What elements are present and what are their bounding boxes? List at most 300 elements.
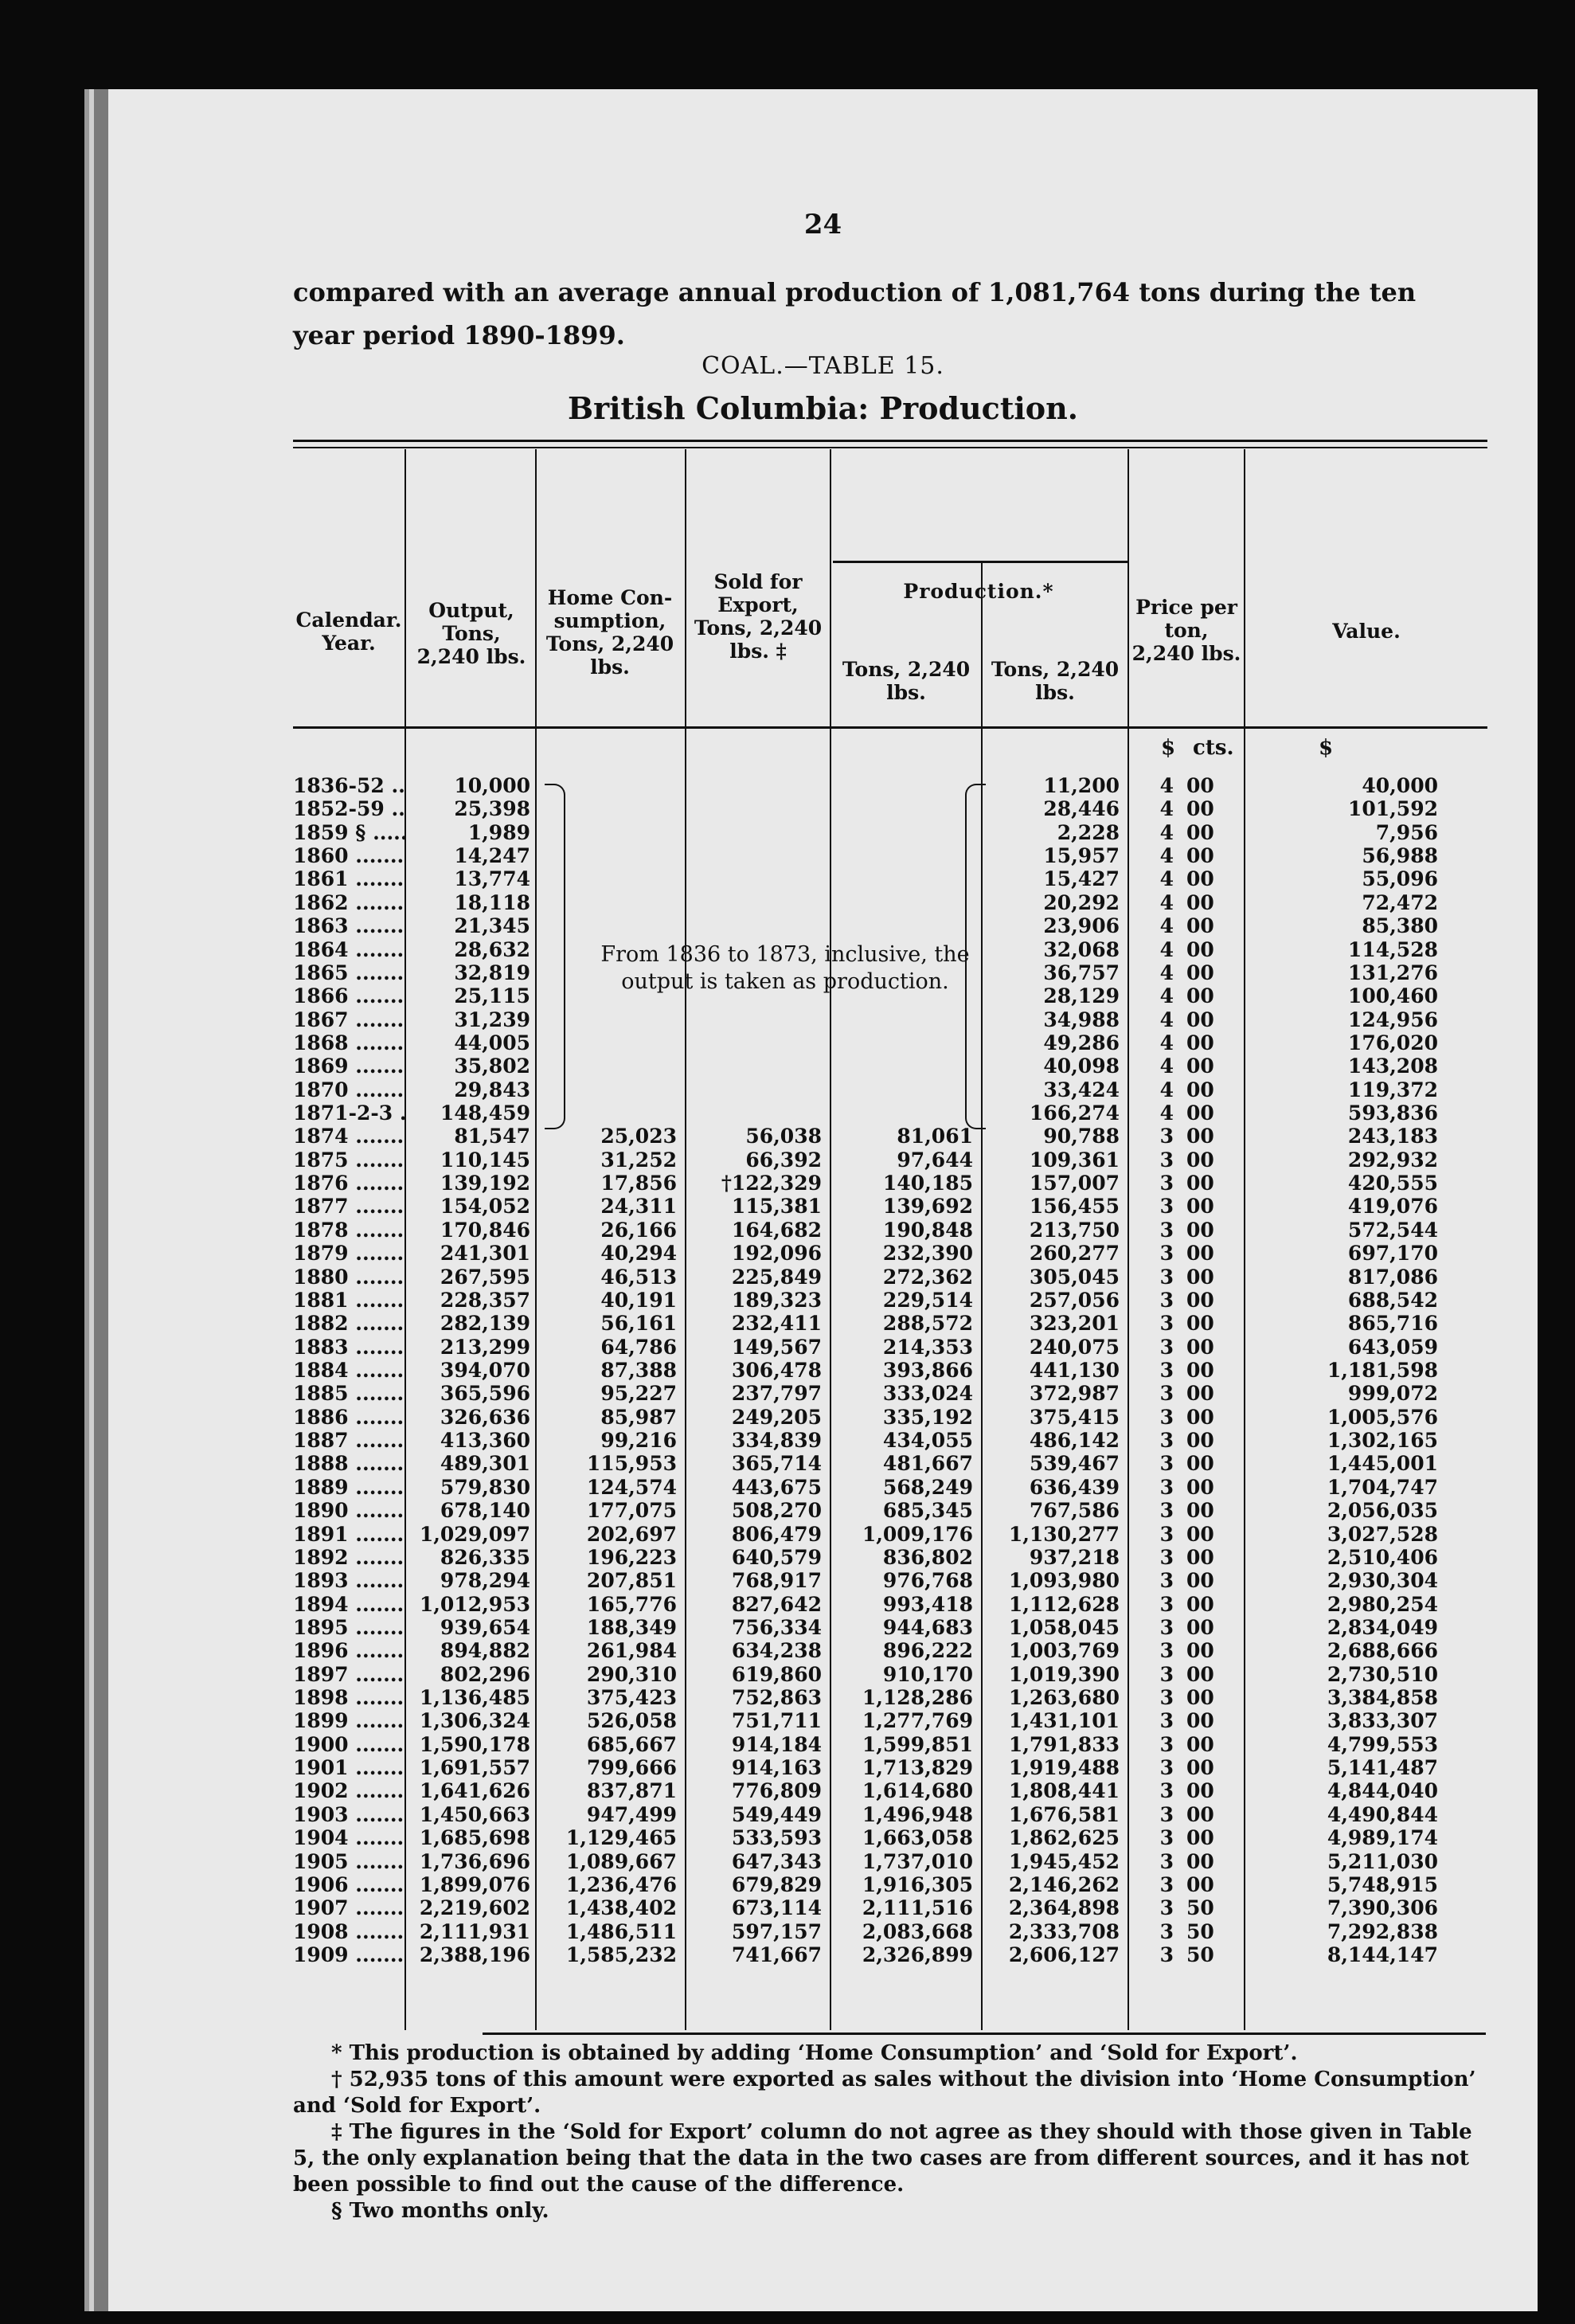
cell-year: 1860 ..... bbox=[293, 844, 404, 867]
cell-output: 2,111,931 bbox=[419, 1919, 530, 1943]
cell-output: 1,691,557 bbox=[419, 1756, 530, 1780]
cell-export: 806,479 bbox=[731, 1522, 822, 1546]
cell-export bbox=[691, 984, 822, 1007]
cell-export: 164,682 bbox=[731, 1218, 822, 1242]
cell-prod-a: 1,737,010 bbox=[862, 1849, 973, 1873]
cell-dollars: 4 bbox=[1159, 914, 1174, 938]
cell-cents: 00 bbox=[1186, 1288, 1214, 1312]
cell-output: 213,299 bbox=[440, 1335, 530, 1359]
cell-year: 1869 ..... bbox=[293, 1054, 404, 1078]
cell-home bbox=[541, 774, 677, 797]
cell-cents: 00 bbox=[1186, 1218, 1214, 1242]
cell-prod-b: 372,987 bbox=[1029, 1382, 1120, 1406]
cell-year: 1879 ..... bbox=[293, 1242, 404, 1265]
cell-export: 533,593 bbox=[731, 1826, 822, 1850]
cell-year: 1905 ..... bbox=[293, 1850, 404, 1873]
cell-year: 1903 ..... bbox=[293, 1803, 404, 1826]
cell-cents: 00 bbox=[1186, 1429, 1214, 1453]
cell-export: 756,334 bbox=[731, 1615, 822, 1639]
cell-output: 228,357 bbox=[440, 1288, 530, 1312]
cell-value: 55,096 bbox=[1362, 867, 1438, 891]
cell-output: 110,145 bbox=[440, 1148, 530, 1172]
cell-year: 1864 ..... bbox=[293, 938, 404, 961]
cell-home: 46,513 bbox=[600, 1265, 677, 1289]
cell-year: 1889 ..... bbox=[293, 1476, 404, 1499]
cell-prod-b: 1,791,833 bbox=[1008, 1732, 1120, 1756]
cell-prod-a: 568,249 bbox=[882, 1475, 973, 1499]
cell-prod-b: 28,446 bbox=[1043, 797, 1120, 821]
cell-prod-b: 2,228 bbox=[1057, 820, 1120, 844]
column-home-consumption bbox=[541, 774, 677, 1966]
cell-export: 619,860 bbox=[731, 1662, 822, 1686]
cell-prod-a: 896,222 bbox=[882, 1639, 973, 1663]
cell-year: 1861 ..... bbox=[293, 867, 404, 890]
cell-output: 267,595 bbox=[440, 1265, 530, 1289]
cell-home: 115,953 bbox=[586, 1452, 677, 1476]
cell-export: 56,038 bbox=[745, 1125, 822, 1148]
cell-year: 1852-59 ..... bbox=[293, 797, 404, 820]
table-label: COAL.—TABLE 15. bbox=[702, 352, 944, 380]
cell-cents: 00 bbox=[1186, 1592, 1214, 1616]
cell-value: 2,980,254 bbox=[1327, 1592, 1438, 1616]
cell-prod-b: 109,361 bbox=[1029, 1148, 1120, 1172]
cell-home: 26,166 bbox=[600, 1218, 677, 1242]
cell-value: 999,072 bbox=[1347, 1382, 1438, 1406]
cell-export: 679,829 bbox=[731, 1872, 822, 1896]
cell-dollars: 3 bbox=[1159, 1872, 1174, 1896]
cell-export: 225,849 bbox=[731, 1265, 822, 1289]
cell-prod-a: 481,667 bbox=[882, 1452, 973, 1476]
cell-year: 1866 ..... bbox=[293, 984, 404, 1007]
cell-home bbox=[541, 1078, 677, 1101]
cell-prod-a bbox=[836, 867, 973, 890]
cell-home: 207,851 bbox=[586, 1569, 677, 1593]
cell-cents: 00 bbox=[1186, 1148, 1214, 1172]
cell-export: 751,711 bbox=[731, 1709, 822, 1733]
cell-value: 1,445,001 bbox=[1327, 1452, 1438, 1476]
cell-output: 394,070 bbox=[440, 1358, 530, 1382]
cell-prod-a: 333,024 bbox=[882, 1382, 973, 1406]
cell-output: 148,459 bbox=[440, 1101, 530, 1125]
cell-cents: 00 bbox=[1186, 1826, 1214, 1850]
cell-output: 678,140 bbox=[440, 1499, 530, 1523]
cell-dollars: 4 bbox=[1159, 1101, 1174, 1125]
cell-home: 87,388 bbox=[600, 1358, 677, 1382]
cell-value: 7,292,838 bbox=[1327, 1919, 1438, 1943]
cell-year: 1906 ..... bbox=[293, 1873, 404, 1896]
cell-cents: 00 bbox=[1186, 867, 1214, 891]
cell-export: 647,343 bbox=[731, 1849, 822, 1873]
cell-dollars: 3 bbox=[1159, 1732, 1174, 1756]
cell-value: 2,834,049 bbox=[1327, 1615, 1438, 1639]
cell-year: 1871-2-3 ..... bbox=[293, 1101, 404, 1125]
footnote-rule bbox=[483, 2033, 1486, 2035]
cell-dollars: 4 bbox=[1159, 961, 1174, 984]
cell-output: 139,192 bbox=[440, 1172, 530, 1195]
cell-output: 1,029,097 bbox=[419, 1522, 530, 1546]
cell-home: 196,223 bbox=[586, 1545, 677, 1569]
cell-cents: 00 bbox=[1186, 774, 1214, 797]
cell-value: 4,844,040 bbox=[1327, 1779, 1438, 1803]
cell-year: 1836-52 ..... bbox=[293, 774, 404, 797]
header-output: Output, Tons, 2,240 lbs. bbox=[416, 599, 526, 668]
cell-home bbox=[541, 984, 677, 1007]
header-production: Production.* bbox=[903, 580, 1054, 603]
column-divider bbox=[535, 449, 537, 2030]
cell-output: 894,882 bbox=[440, 1639, 530, 1663]
cell-dollars: 4 bbox=[1159, 937, 1174, 961]
cell-cents: 00 bbox=[1186, 1335, 1214, 1359]
cell-prod-a: 288,572 bbox=[882, 1312, 973, 1336]
cell-cents: 00 bbox=[1186, 844, 1214, 868]
cell-export: 443,675 bbox=[731, 1475, 822, 1499]
cell-cents: 00 bbox=[1186, 984, 1214, 1008]
cell-cents: 00 bbox=[1186, 1382, 1214, 1406]
cell-year: 1899 ..... bbox=[293, 1709, 404, 1732]
cell-prod-b: 34,988 bbox=[1043, 1007, 1120, 1031]
cell-cents: 00 bbox=[1186, 1849, 1214, 1873]
cell-prod-b: 1,058,045 bbox=[1008, 1615, 1120, 1639]
header-bottom-rule bbox=[293, 726, 1487, 729]
cell-cents: 00 bbox=[1186, 1662, 1214, 1686]
cell-dollars: 3 bbox=[1159, 1242, 1174, 1266]
cell-output: 35,802 bbox=[454, 1054, 530, 1078]
cell-dollars: 3 bbox=[1159, 1148, 1174, 1172]
cell-dollars: 3 bbox=[1159, 1405, 1174, 1429]
cell-export: 232,411 bbox=[731, 1312, 822, 1336]
intro-text: compared with an average annual production of 1,081,764 tons during the ten year period 1890-1899. bbox=[293, 277, 1417, 350]
cell-export bbox=[691, 797, 822, 820]
cell-year: 1892 ..... bbox=[293, 1546, 404, 1569]
table-top-rule bbox=[293, 440, 1487, 448]
cell-cents: 00 bbox=[1186, 1686, 1214, 1710]
cell-value: 2,730,510 bbox=[1327, 1662, 1438, 1686]
cell-dollars: 3 bbox=[1159, 1826, 1174, 1850]
cell-prod-b: 28,129 bbox=[1043, 984, 1120, 1008]
cell-export: 334,839 bbox=[731, 1429, 822, 1453]
cell-output: 13,774 bbox=[454, 867, 530, 891]
cell-cents: 00 bbox=[1186, 1452, 1214, 1476]
cell-prod-a bbox=[836, 821, 973, 844]
cell-dollars: 4 bbox=[1159, 774, 1174, 797]
cell-export bbox=[691, 1054, 822, 1078]
cell-year: 1886 ..... bbox=[293, 1406, 404, 1429]
cell-prod-a: 139,692 bbox=[882, 1195, 973, 1219]
cell-export: 237,797 bbox=[731, 1382, 822, 1406]
cell-prod-b: 2,364,898 bbox=[1008, 1896, 1120, 1920]
cell-prod-a: 97,644 bbox=[897, 1148, 973, 1172]
cell-output: 826,335 bbox=[440, 1545, 530, 1569]
cell-prod-a: 910,170 bbox=[882, 1662, 973, 1686]
cell-prod-b: 1,431,101 bbox=[1008, 1709, 1120, 1733]
cell-year: 1862 ..... bbox=[293, 891, 404, 914]
cell-prod-a: 434,055 bbox=[882, 1429, 973, 1453]
cell-output: 44,005 bbox=[454, 1031, 530, 1054]
cell-export: 66,392 bbox=[745, 1148, 822, 1172]
cell-cents: 00 bbox=[1186, 1709, 1214, 1733]
dollar-unit-label: $ bbox=[1161, 736, 1176, 760]
cell-export: 752,863 bbox=[731, 1686, 822, 1710]
cell-export: 597,157 bbox=[731, 1919, 822, 1943]
cell-value: 4,490,844 bbox=[1327, 1802, 1438, 1826]
table-title: British Columbia: Production. bbox=[567, 390, 1079, 426]
bracket-note: From 1836 to 1873, inclusive, the output is taken as production. bbox=[600, 942, 970, 994]
cell-prod-b: 1,112,628 bbox=[1008, 1592, 1120, 1616]
cell-prod-a: 393,866 bbox=[882, 1358, 973, 1382]
cell-cents: 00 bbox=[1186, 1872, 1214, 1896]
cell-export: 640,579 bbox=[731, 1545, 822, 1569]
cell-dollars: 3 bbox=[1159, 1312, 1174, 1336]
cell-prod-a: 1,009,176 bbox=[862, 1522, 973, 1546]
cell-output: 1,685,698 bbox=[419, 1826, 530, 1850]
column-divider bbox=[981, 561, 983, 2030]
cell-year: 1888 ..... bbox=[293, 1452, 404, 1475]
cell-cents: 00 bbox=[1186, 1615, 1214, 1639]
cell-dollars: 3 bbox=[1159, 1849, 1174, 1873]
cell-year: 1900 ..... bbox=[293, 1733, 404, 1756]
cell-home bbox=[541, 867, 677, 890]
footnotes bbox=[293, 2040, 1487, 2224]
cell-export: †122,329 bbox=[721, 1172, 822, 1195]
cell-value: 176,020 bbox=[1347, 1031, 1438, 1054]
cell-dollars: 3 bbox=[1159, 1475, 1174, 1499]
cell-prod-b: 305,045 bbox=[1029, 1265, 1120, 1289]
cell-prod-b: 937,218 bbox=[1029, 1545, 1120, 1569]
cell-year: 1909 ..... bbox=[293, 1943, 404, 1966]
cell-value: 5,748,915 bbox=[1327, 1872, 1438, 1896]
cell-cents: 00 bbox=[1186, 1078, 1214, 1101]
cell-home: 165,776 bbox=[586, 1592, 677, 1616]
cell-home: 799,666 bbox=[586, 1756, 677, 1780]
cell-prod-b: 2,606,127 bbox=[1008, 1943, 1120, 1966]
cell-value: 85,380 bbox=[1362, 914, 1438, 938]
cell-cents: 00 bbox=[1186, 1265, 1214, 1289]
cell-value: 2,056,035 bbox=[1327, 1499, 1438, 1523]
cell-dollars: 3 bbox=[1159, 1779, 1174, 1803]
cell-prod-b: 36,757 bbox=[1043, 961, 1120, 984]
cell-cents: 00 bbox=[1186, 820, 1214, 844]
column-divider bbox=[1128, 449, 1129, 2030]
cell-value: 100,460 bbox=[1347, 984, 1438, 1008]
cell-export bbox=[691, 938, 822, 961]
cell-prod-a bbox=[836, 1031, 973, 1054]
cell-prod-b: 1,862,625 bbox=[1008, 1826, 1120, 1850]
cell-home: 1,089,667 bbox=[565, 1849, 677, 1873]
cell-cents: 00 bbox=[1186, 1779, 1214, 1803]
cell-year: 1859 § ..... bbox=[293, 821, 404, 844]
cell-year: 1884 ..... bbox=[293, 1359, 404, 1382]
cell-value: 1,302,165 bbox=[1327, 1429, 1438, 1453]
footnote: ‡ The figures in the ‘Sold for Export’ column do not agree as they should with those given in Table 5, the only explanation being that the data in the two cases are from different sources, and it has not been possible to find out the cause of the difference. bbox=[293, 2120, 1472, 2197]
cell-year: 1874 ..... bbox=[293, 1125, 404, 1148]
cell-dollars: 3 bbox=[1159, 1429, 1174, 1453]
cell-year: 1877 ..... bbox=[293, 1195, 404, 1218]
cell-value: 5,211,030 bbox=[1327, 1849, 1438, 1873]
cell-value: 114,528 bbox=[1347, 937, 1438, 961]
cell-prod-b: 441,130 bbox=[1029, 1358, 1120, 1382]
cell-home: 40,191 bbox=[600, 1288, 677, 1312]
cell-output: 14,247 bbox=[454, 844, 530, 868]
cell-dollars: 3 bbox=[1159, 1265, 1174, 1289]
cell-home: 56,161 bbox=[600, 1312, 677, 1336]
cell-prod-a: 1,916,305 bbox=[862, 1872, 973, 1896]
cell-value: 817,086 bbox=[1347, 1265, 1438, 1289]
cell-home bbox=[541, 1054, 677, 1078]
cell-value: 3,384,858 bbox=[1327, 1686, 1438, 1710]
cell-output: 25,115 bbox=[454, 984, 530, 1008]
cell-export: 549,449 bbox=[731, 1802, 822, 1826]
cell-year: 1863 ..... bbox=[293, 914, 404, 937]
cell-dollars: 4 bbox=[1159, 1054, 1174, 1078]
cell-dollars: 3 bbox=[1159, 1288, 1174, 1312]
cell-prod-b: 23,906 bbox=[1043, 914, 1120, 938]
cell-export bbox=[691, 774, 822, 797]
cell-prod-b: 375,415 bbox=[1029, 1405, 1120, 1429]
cell-export bbox=[691, 891, 822, 914]
cell-output: 18,118 bbox=[454, 890, 530, 914]
cell-year: 1868 ..... bbox=[293, 1031, 404, 1054]
cell-value: 572,544 bbox=[1347, 1218, 1438, 1242]
cell-value: 7,390,306 bbox=[1327, 1896, 1438, 1920]
cell-home: 85,987 bbox=[600, 1405, 677, 1429]
column-year bbox=[293, 774, 404, 1966]
cell-prod-b: 1,919,488 bbox=[1008, 1756, 1120, 1780]
cell-home bbox=[541, 891, 677, 914]
cell-year: 1893 ..... bbox=[293, 1569, 404, 1592]
cell-dollars: 4 bbox=[1159, 797, 1174, 821]
cell-prod-a: 836,802 bbox=[882, 1545, 973, 1569]
cell-output: 154,052 bbox=[440, 1195, 530, 1219]
cell-cents: 00 bbox=[1186, 1007, 1214, 1031]
header-year: Calendar. Year. bbox=[295, 608, 402, 655]
cell-year: 1901 ..... bbox=[293, 1756, 404, 1779]
cell-output: 1,136,485 bbox=[419, 1686, 530, 1710]
cell-year: 1895 ..... bbox=[293, 1616, 404, 1639]
cell-cents: 00 bbox=[1186, 1569, 1214, 1593]
cell-year: 1891 ..... bbox=[293, 1523, 404, 1546]
cell-prod-a: 685,345 bbox=[882, 1499, 973, 1523]
cell-prod-a: 1,599,851 bbox=[862, 1732, 973, 1756]
cell-export: 115,381 bbox=[731, 1195, 822, 1219]
cell-prod-b: 49,286 bbox=[1043, 1031, 1120, 1054]
cell-prod-b: 40,098 bbox=[1043, 1054, 1120, 1078]
cell-cents: 00 bbox=[1186, 914, 1214, 938]
cell-cents: 00 bbox=[1186, 1054, 1214, 1078]
header-production-tons-a: Tons, 2,240 lbs. bbox=[842, 658, 971, 704]
cell-prod-b: 1,676,581 bbox=[1008, 1802, 1120, 1826]
cell-prod-b: 260,277 bbox=[1029, 1242, 1120, 1266]
cell-export bbox=[691, 961, 822, 984]
cell-output: 413,360 bbox=[440, 1429, 530, 1453]
cell-output: 365,596 bbox=[440, 1382, 530, 1406]
cell-prod-b: 767,586 bbox=[1029, 1499, 1120, 1523]
cell-prod-a: 140,185 bbox=[882, 1172, 973, 1195]
cell-home: 1,129,465 bbox=[565, 1826, 677, 1850]
cell-export: 192,096 bbox=[731, 1242, 822, 1266]
cell-home bbox=[541, 821, 677, 844]
cell-cents: 00 bbox=[1186, 1499, 1214, 1523]
column-price-cents bbox=[1186, 774, 1234, 1966]
cell-prod-a bbox=[836, 844, 973, 867]
cell-export: 827,642 bbox=[731, 1592, 822, 1616]
cell-export: 914,184 bbox=[731, 1732, 822, 1756]
cell-prod-b: 90,788 bbox=[1043, 1125, 1120, 1148]
cell-year: 1875 ..... bbox=[293, 1148, 404, 1172]
cell-dollars: 3 bbox=[1159, 1802, 1174, 1826]
cell-year: 1898 ..... bbox=[293, 1686, 404, 1709]
cell-home: 202,697 bbox=[586, 1522, 677, 1546]
cell-export: 673,114 bbox=[731, 1896, 822, 1920]
cell-value: 292,932 bbox=[1347, 1148, 1438, 1172]
cell-export: 306,478 bbox=[731, 1358, 822, 1382]
cell-export bbox=[691, 821, 822, 844]
cell-year: 1907 ..... bbox=[293, 1896, 404, 1919]
cell-value: 3,833,307 bbox=[1327, 1709, 1438, 1733]
cell-export bbox=[691, 1031, 822, 1054]
cell-year: 1890 ..... bbox=[293, 1499, 404, 1522]
cell-prod-b: 240,075 bbox=[1029, 1335, 1120, 1359]
cell-dollars: 3 bbox=[1159, 1615, 1174, 1639]
cell-prod-b: 1,808,441 bbox=[1008, 1779, 1120, 1803]
cell-value: 4,989,174 bbox=[1327, 1826, 1438, 1850]
document-page bbox=[94, 89, 1538, 2311]
cell-prod-a: 993,418 bbox=[882, 1592, 973, 1616]
cell-home: 24,311 bbox=[600, 1195, 677, 1219]
cell-output: 2,219,602 bbox=[419, 1896, 530, 1920]
cell-output: 21,345 bbox=[454, 914, 530, 938]
cell-prod-a bbox=[836, 1078, 973, 1101]
cell-value: 243,183 bbox=[1347, 1125, 1438, 1148]
cell-home: 290,310 bbox=[586, 1662, 677, 1686]
value-dollar-unit-label: $ bbox=[1319, 736, 1334, 760]
cell-dollars: 3 bbox=[1159, 1592, 1174, 1616]
cell-prod-b: 33,424 bbox=[1043, 1078, 1120, 1101]
cell-cents: 00 bbox=[1186, 1639, 1214, 1663]
cell-cents: 00 bbox=[1186, 1125, 1214, 1148]
cell-cents: 50 bbox=[1186, 1919, 1214, 1943]
cell-export bbox=[691, 914, 822, 937]
cell-dollars: 3 bbox=[1159, 1545, 1174, 1569]
cell-dollars: 3 bbox=[1159, 1172, 1174, 1195]
cell-prod-a bbox=[836, 984, 973, 1007]
cell-prod-a bbox=[836, 1008, 973, 1031]
cell-prod-a: 2,083,668 bbox=[862, 1919, 973, 1943]
cell-prod-a bbox=[836, 938, 973, 961]
cell-output: 29,843 bbox=[454, 1078, 530, 1101]
cell-prod-b: 32,068 bbox=[1043, 937, 1120, 961]
cell-home: 526,058 bbox=[586, 1709, 677, 1733]
cell-prod-a: 1,713,829 bbox=[862, 1756, 973, 1780]
cell-prod-a: 190,848 bbox=[882, 1218, 973, 1242]
cell-value: 124,956 bbox=[1347, 1007, 1438, 1031]
cell-prod-a bbox=[836, 914, 973, 937]
cell-year: 1908 ..... bbox=[293, 1920, 404, 1943]
cell-output: 28,632 bbox=[454, 937, 530, 961]
cell-home: 25,023 bbox=[600, 1125, 677, 1148]
cell-dollars: 3 bbox=[1159, 1335, 1174, 1359]
cell-output: 489,301 bbox=[440, 1452, 530, 1476]
cell-prod-a: 229,514 bbox=[882, 1288, 973, 1312]
cell-value: 419,076 bbox=[1347, 1195, 1438, 1219]
cell-dollars: 4 bbox=[1159, 1031, 1174, 1054]
cell-year: 1904 ..... bbox=[293, 1826, 404, 1849]
cell-export: 365,714 bbox=[731, 1452, 822, 1476]
cell-year: 1885 ..... bbox=[293, 1382, 404, 1405]
cell-dollars: 3 bbox=[1159, 1919, 1174, 1943]
cell-output: 579,830 bbox=[440, 1475, 530, 1499]
cell-prod-b: 213,750 bbox=[1029, 1218, 1120, 1242]
cell-prod-a bbox=[836, 797, 973, 820]
